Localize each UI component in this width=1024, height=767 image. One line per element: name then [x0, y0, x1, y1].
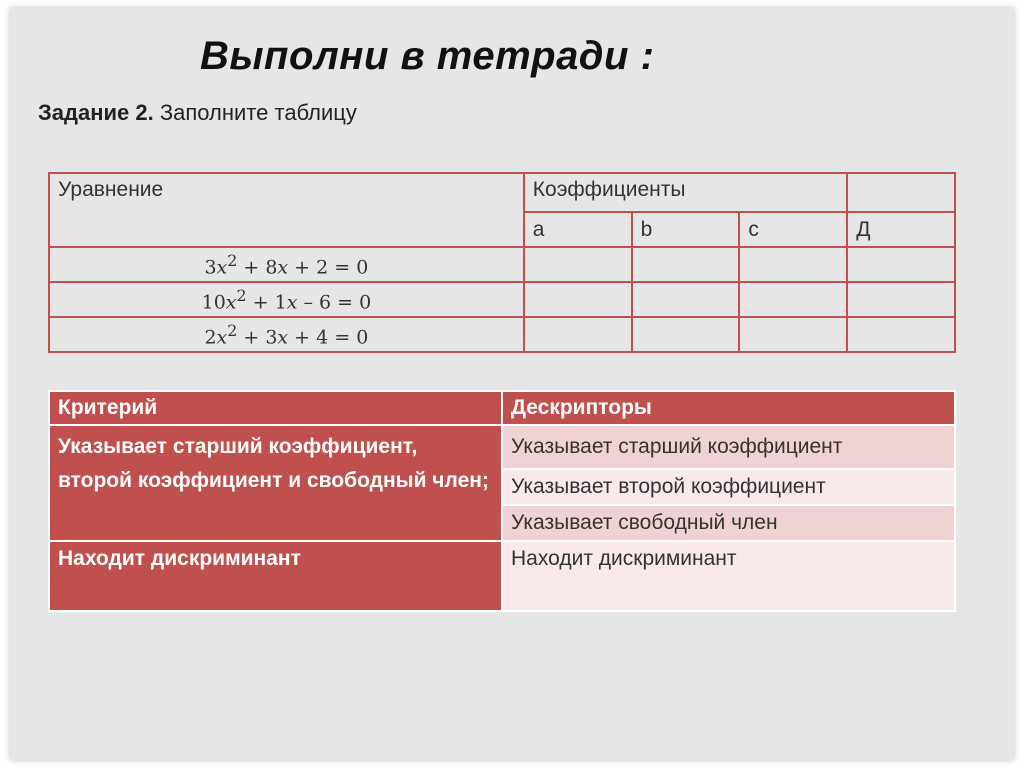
- answer-cell[interactable]: [739, 282, 847, 317]
- equation-cell: $3x^2 + 8x + 2 = 0$: [49, 247, 524, 282]
- equation-cell: $2x^2 + 3x + 4 = 0$: [49, 317, 524, 352]
- slide: [10, 8, 1014, 760]
- task-description: Заполните таблицу: [153, 100, 357, 125]
- descriptor-2: Указывает второй коэффициент: [502, 469, 955, 505]
- answer-cell[interactable]: [632, 317, 740, 352]
- answer-cell[interactable]: [847, 282, 955, 317]
- answer-cell[interactable]: [739, 247, 847, 282]
- descriptor-1: Указывает старший коэффициент: [502, 425, 955, 469]
- descriptor-4: Находит дискриминант: [502, 541, 955, 611]
- criteria-table: [48, 390, 956, 612]
- empty-header-cell: [847, 173, 955, 212]
- answer-cell[interactable]: [524, 247, 632, 282]
- criterion-1: Указывает старший коэффициент, второй коэффициент и свободный член;: [49, 425, 502, 541]
- answer-cell[interactable]: [632, 247, 740, 282]
- column-b: b: [632, 212, 740, 247]
- coefficients-header: Коэффициенты: [524, 173, 847, 212]
- equation-cell: $10x^2 + 1x - 6 = 0$: [49, 282, 524, 317]
- task-text: [38, 100, 357, 126]
- task-label: Задание 2.: [38, 100, 154, 125]
- table-row: [49, 247, 955, 282]
- table-row: [49, 317, 955, 352]
- answer-cell[interactable]: [524, 282, 632, 317]
- answer-cell[interactable]: [524, 317, 632, 352]
- descriptor-3: Указывает свободный член: [502, 505, 955, 541]
- equation-header: Уравнение: [49, 173, 524, 247]
- column-d: Д: [847, 212, 955, 247]
- answer-cell[interactable]: [632, 282, 740, 317]
- column-a: a: [524, 212, 632, 247]
- criterion-2: Находит дискриминант: [49, 541, 502, 611]
- coefficients-table: [48, 172, 956, 353]
- answer-cell[interactable]: [847, 317, 955, 352]
- answer-cell[interactable]: [847, 247, 955, 282]
- criterion-header: Критерий: [49, 391, 502, 425]
- answer-cell[interactable]: [739, 317, 847, 352]
- table-row: [49, 282, 955, 317]
- descriptors-header: Дескрипторы: [502, 391, 955, 425]
- column-c: c: [739, 212, 847, 247]
- slide-title: Выполни в тетради :: [200, 34, 655, 78]
